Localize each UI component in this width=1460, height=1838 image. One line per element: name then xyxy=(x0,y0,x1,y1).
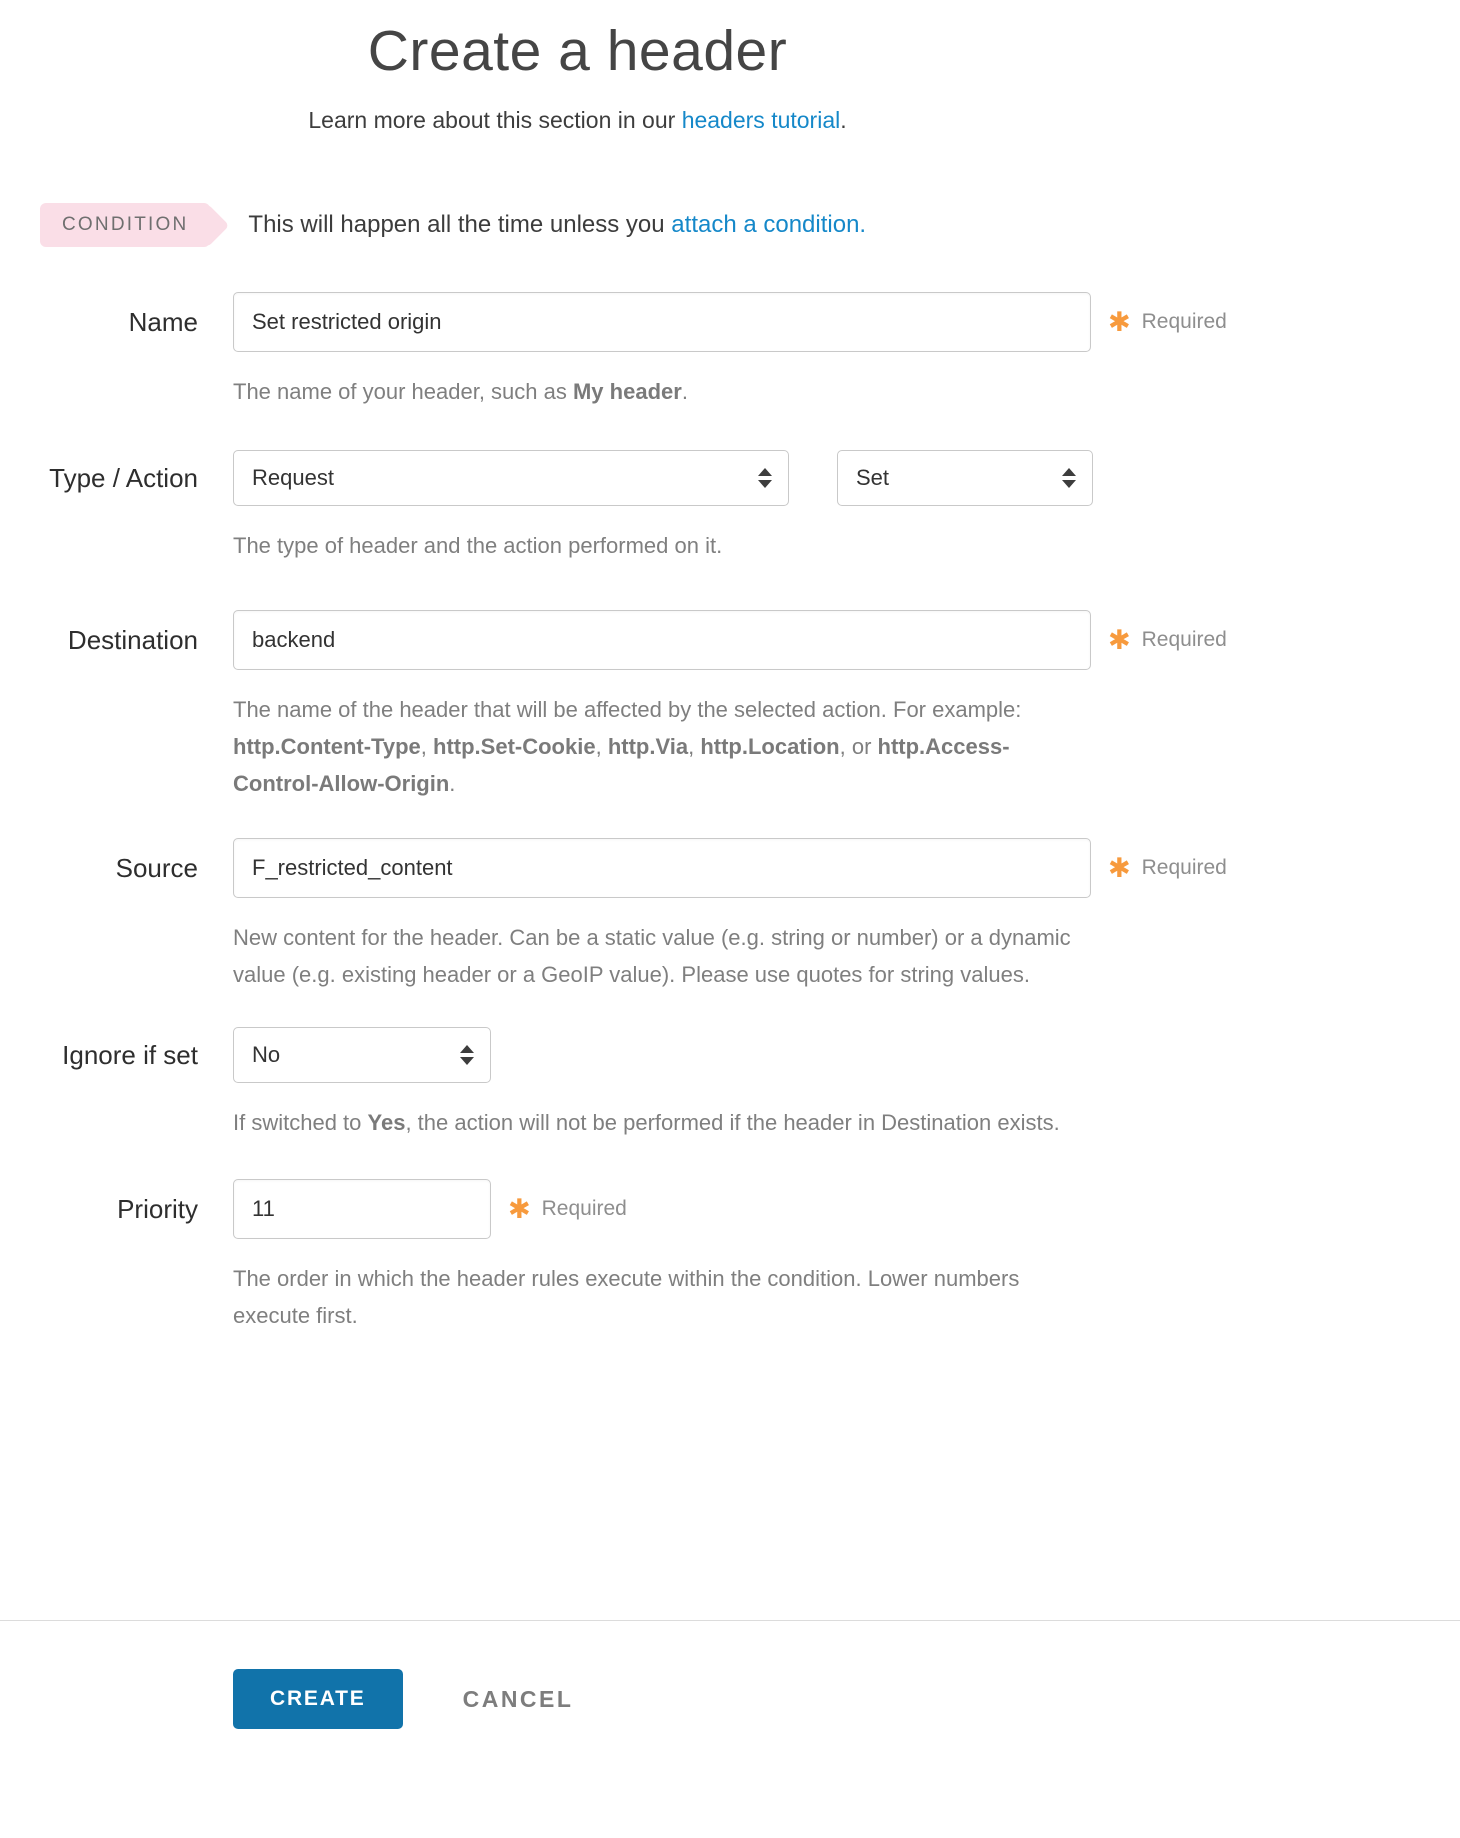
text-segment: New content for the header. Can be a static value (e.g. string or number) or a dynamic value (e.g. existing header or a GeoIP value). Please use quotes for string values. xyxy=(233,925,1071,987)
required-asterisk-icon: ✱ xyxy=(508,1193,531,1224)
chevron-updown-icon xyxy=(1062,468,1076,488)
page-title: Create a header xyxy=(367,19,788,83)
source-field-row xyxy=(0,838,1460,993)
attach-condition-link[interactable]: attach a condition. xyxy=(671,211,867,238)
text-segment: If switched to xyxy=(233,1110,368,1135)
name-field-row xyxy=(0,292,1460,410)
text-segment: Learn more about this section in our xyxy=(308,107,682,133)
required-label: Required xyxy=(1141,856,1227,879)
condition-row xyxy=(0,203,1460,247)
page-subtitle xyxy=(0,107,1155,134)
type-select[interactable] xyxy=(233,450,789,506)
type-select-value: Request xyxy=(252,465,334,490)
destination-field-row xyxy=(0,610,1460,802)
name-help-text xyxy=(233,373,1083,410)
condition-message xyxy=(248,211,866,239)
source-required-indicator xyxy=(1108,852,1227,883)
text-segment: , xyxy=(420,734,434,759)
text-segment: . xyxy=(840,107,847,133)
type-action-help-text xyxy=(233,527,1083,564)
cancel-button[interactable]: CANCEL xyxy=(462,1685,574,1712)
action-select[interactable] xyxy=(837,450,1093,506)
text-segment: The type of header and the action performed on it. xyxy=(233,533,723,558)
priority-label: Priority xyxy=(117,1194,198,1224)
required-asterisk-icon: ✱ xyxy=(1108,852,1131,883)
name-required-indicator xyxy=(1108,306,1227,337)
priority-field-row xyxy=(0,1179,1460,1334)
text-segment: http.Access-Control-Allow-Origin xyxy=(233,734,1010,796)
headers-tutorial-link[interactable]: headers tutorial xyxy=(681,107,841,133)
source-help-text xyxy=(233,919,1083,993)
text-segment: My header xyxy=(572,379,682,404)
action-select-value: Set xyxy=(856,465,890,490)
name-label: Name xyxy=(128,307,198,337)
ignore-if-set-label: Ignore if set xyxy=(62,1040,198,1070)
required-label: Required xyxy=(1141,310,1227,333)
text-segment: , xyxy=(688,734,701,759)
type-action-field-row xyxy=(0,450,1460,564)
create-header-form xyxy=(0,292,1460,1334)
required-label: Required xyxy=(541,1197,627,1220)
text-segment: The name of the header that will be affected by the selected action. For example: xyxy=(233,697,1022,722)
type-action-label: Type / Action xyxy=(49,463,198,493)
required-asterisk-icon: ✱ xyxy=(1108,306,1131,337)
ignore-if-set-field-row xyxy=(0,1027,1460,1141)
text-segment: This will happen all the time unless you xyxy=(248,211,672,238)
ignore-if-set-select-value: No xyxy=(252,1042,281,1067)
text-segment: http.Set-Cookie xyxy=(433,734,596,759)
text-segment: The order in which the header rules execute within the condition. Lower numbers execute first. xyxy=(233,1266,1020,1328)
required-label: Required xyxy=(1141,628,1227,651)
footer-divider xyxy=(0,1620,1460,1621)
text-segment: Yes xyxy=(367,1110,406,1135)
chevron-updown-icon xyxy=(460,1045,474,1065)
ignore-if-set-help-text xyxy=(233,1104,1083,1141)
form-actions xyxy=(0,1669,1460,1765)
text-segment: . xyxy=(681,379,688,404)
destination-required-indicator xyxy=(1108,624,1227,655)
ignore-if-set-select[interactable] xyxy=(233,1027,491,1083)
source-input[interactable] xyxy=(233,838,1091,898)
destination-label: Destination xyxy=(67,625,198,655)
destination-help-text xyxy=(233,691,1083,802)
text-segment: The name of your header, such as xyxy=(233,379,573,404)
chevron-updown-icon xyxy=(758,468,772,488)
text-segment: , xyxy=(595,734,608,759)
priority-required-indicator xyxy=(508,1193,627,1224)
condition-badge xyxy=(40,203,210,247)
page-header xyxy=(0,18,1155,134)
priority-help-text xyxy=(233,1260,1083,1334)
text-segment: http.Location xyxy=(700,734,840,759)
text-segment: , the action will not be performed if the header in Destination exists. xyxy=(405,1110,1060,1135)
priority-input[interactable] xyxy=(233,1179,491,1239)
condition-badge-label: CONDITION xyxy=(62,214,189,235)
text-segment: http.Content-Type xyxy=(233,734,421,759)
source-label: Source xyxy=(115,853,198,883)
create-button[interactable]: CREATE xyxy=(233,1669,403,1729)
destination-input[interactable] xyxy=(233,610,1091,670)
name-input[interactable] xyxy=(233,292,1091,352)
text-segment: http.Via xyxy=(607,734,689,759)
text-segment: , or xyxy=(839,734,878,759)
text-segment: . xyxy=(449,771,456,796)
required-asterisk-icon: ✱ xyxy=(1108,624,1131,655)
